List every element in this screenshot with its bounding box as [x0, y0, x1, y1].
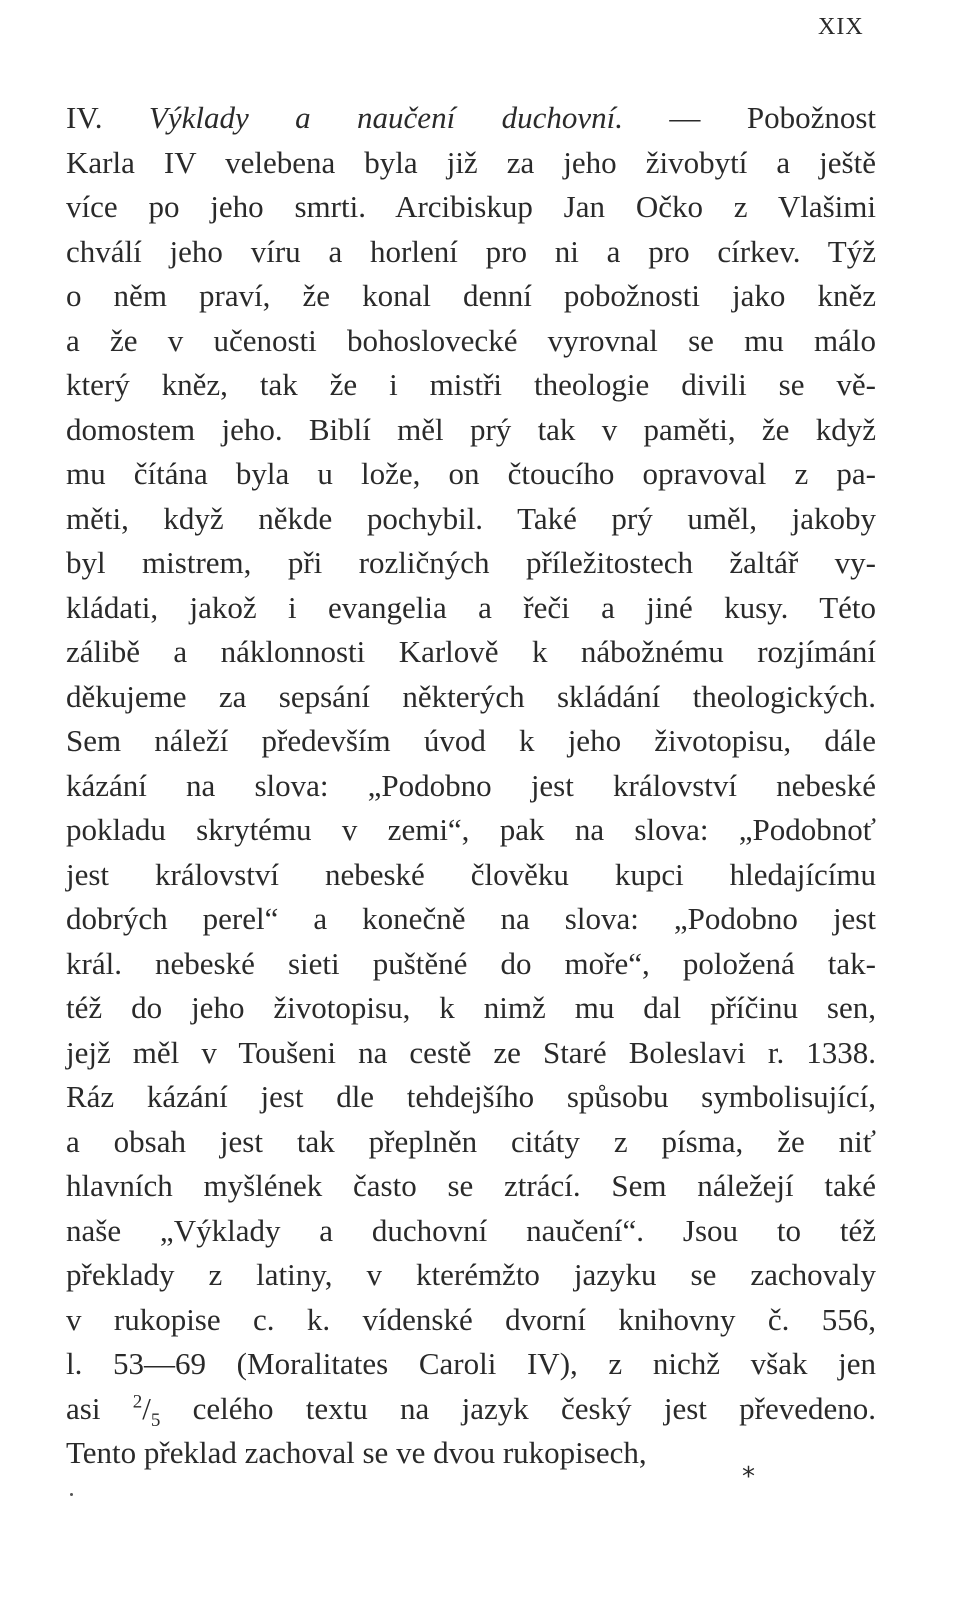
text-line: který kněz, tak že i mistři theologie divili se vě-: [66, 367, 876, 402]
text-line: byl mistrem, při rozličných příležitostech žaltář vy-: [66, 545, 876, 580]
text-line: zálibě a náklonnosti Karlově k nábožnému rozjímání: [66, 634, 876, 669]
section-number: IV.: [66, 100, 103, 135]
text-line: dobrých perel“ a konečně na slova: „Podobno jest: [66, 901, 876, 936]
text-fragment: celého textu na jazyk český jest převedeno.: [192, 1390, 877, 1426]
print-speck: [70, 1493, 73, 1496]
text-fragment: asi: [66, 1390, 101, 1426]
text-fragment: — Pobožnost: [669, 100, 876, 135]
text-line: a že v učenosti bohoslovecké vyrovnal se mu málo: [66, 322, 876, 358]
text-line: [66, 96, 876, 141]
text-line: [66, 1387, 876, 1432]
text-line: Ráz kázání jest dle tehdejšího spůsobu symbolisující,: [66, 1079, 876, 1114]
fraction-numerator: 2: [132, 1391, 143, 1413]
text-line: též do jeho životopisu, k nimž mu dal příčinu sen,: [66, 990, 876, 1025]
page-number: XIX: [818, 14, 864, 40]
text-line: a obsah jest tak přeplněn citáty z písma, že niť: [66, 1123, 876, 1159]
text-line: král. nebeské sieti puštěné do moře“, položená tak-: [66, 945, 876, 981]
text-line: hlavních myšlének často se ztrácí. Sem náležejí také: [66, 1168, 876, 1203]
fraction: $^2/_5$: [132, 1390, 161, 1431]
text-line: kázání na slova: „Podobno jest království nebeské: [66, 767, 876, 803]
text-line: Karla IV velebena byla již za jeho živobytí a ještě: [66, 144, 876, 180]
text-line: domostem jeho. Biblí měl prý tak v paměti, že když: [66, 411, 876, 447]
footnote-mark: *: [742, 1462, 755, 1492]
text-line: kládati, jakož i evangelia a řeči a jiné kusy. Této: [66, 589, 876, 625]
text-line: Tento překlad zachoval se ve dvou rukopisech,: [66, 1435, 647, 1470]
body-text: [66, 96, 876, 1476]
text-line: o něm praví, že konal denní pobožnosti jako kněz: [66, 278, 876, 313]
fraction-denominator: 5: [150, 1409, 161, 1431]
text-line: měti, když někde pochybil. Také prý uměl, jakoby: [66, 500, 876, 536]
text-line: l. 53—69 (Moralitates Caroli IV), z nichž však jen: [66, 1346, 876, 1381]
text-line: Sem náleží především úvod k jeho životopisu, dále: [66, 723, 876, 758]
text-line: jejž měl v Toušeni na cestě ze Staré Boleslavi r. 1338.: [66, 1034, 876, 1070]
text-line: mu čítána byla u lože, on čtoucího opravoval z pa-: [66, 456, 876, 491]
text-line: překlady z latiny, v kterémžto jazyku se zachovaly: [66, 1257, 876, 1292]
section-title: Výklady a naučení duchovní.: [148, 100, 623, 135]
text-line: v rukopise c. k. vídenské dvorní knihovny č. 556,: [66, 1301, 876, 1337]
text-line: více po jeho smrti. Arcibiskup Jan Očko z Vlašimi: [66, 189, 876, 224]
text-line: chválí jeho víru a horlení pro ni a pro církev. Týž: [66, 233, 876, 269]
text-line: pokladu skrytému v zemi“, pak na slova: „Podobnoť: [66, 812, 876, 847]
text-line: jest království nebeské člověku kupci hledajícímu: [66, 856, 876, 892]
text-line: děkujeme za sepsání některých skládání theologických.: [66, 678, 876, 714]
text-line: naše „Výklady a duchovní naučení“. Jsou to též: [66, 1212, 876, 1248]
